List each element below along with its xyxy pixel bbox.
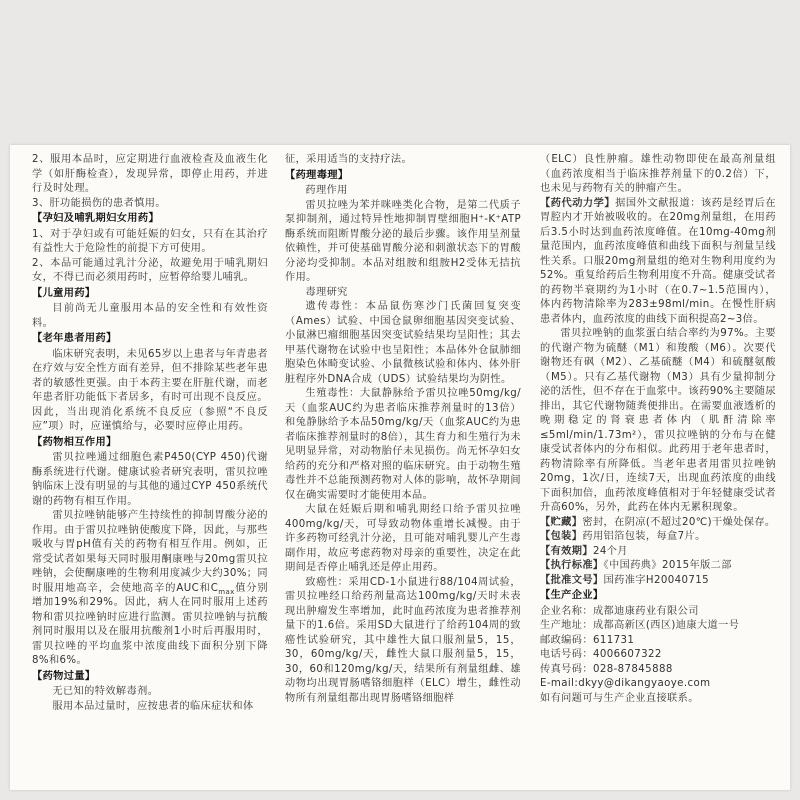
paragraph: 雷贝拉唑钠的血浆蛋白结合率约为97%。主要的代谢产物为硫醚（M1）和羧酸（M6）。次要代谢物还有砜（M2）、乙基硫醚（M4）和硫醚氨酸（M5）。只有乙基代谢物（M3）具有少量抑制分泌的活性，但不存在于血浆中。该药90%主要随尿排出，其它代谢物随粪便排出。在需要血液透析的晚期稳定的肾衰患者体内（肌酐清除率≤5ml/min/1.73m²），雷贝拉唑钠的分布与在健康受试者体内的分布相似。此药用于老年患者时，药物清除率有所降低。当老年患者用雷贝拉唑钠20mg，1次/日，连续7天，出现血药浓度的曲线下面积加倍，血药浓度峰值相对于年轻健康受试者升高60%，另外，此药在体内无累积现象。 — [540, 328, 776, 513]
section-heading-package: 【包装】 — [540, 531, 583, 542]
address-line: 生产地址：成都高新区(西区)迪康大道一号 — [540, 620, 740, 631]
section-heading-interaction: 【药物相互作用】 — [32, 436, 117, 448]
fax-line: 传真号码：028-87845888 — [540, 663, 673, 675]
paragraph: 致癌性：采用CD-1小鼠进行88/104周试验，雷贝拉唑经口给药剂量高达100mg/kg/天时未表现出肿瘤发生率增加，此时血药浓度为患者推荐剂量下的1.6倍。采用SD大鼠进行了给药104周的致癌性试验研究，其中雄性大鼠口服剂量5，15，30，60mg/kg/天，雌性大鼠口服剂量5，15，30，60和120mg/kg/天，结果所有剂量组雌、雄动物均出现胃肠嗜铬细胞样（ELC）增生，雌性动物所有剂量组都出现胃肠嗜铬细胞样 — [285, 576, 521, 704]
package-insert-sheet — [10, 145, 790, 790]
section-heading-elderly: 【老年患者用药】 — [32, 333, 117, 344]
paragraph: 【药代动力学】据国外文献报道：该药是经胃后在胃腔内才开始被吸收的。在20mg剂量组，在用药后3.5小时达到血药浓度峰值。在10mg-40mg剂量范围内，血药浓度峰值和曲线下面积与剂量呈线性关系。口服20mg剂量组的绝对生物利用度约为52%。重复给药后生物利用度不升高。健康受试者的药物半衰期约为1小时（在0.7~1.5范围内），体内药物清除率为283±98ml/min。在慢性肝病患者体内，血药浓度的曲线下面积提高2~3倍。 — [540, 197, 776, 325]
standard-line: 【执行标准】《中国药典》2015年版二部 — [540, 560, 732, 571]
paragraph: 无已知的特效解毒剂。 — [52, 686, 159, 697]
section-heading-overdose: 【药物过量】 — [32, 670, 96, 682]
section-heading-children: 【儿童用药】 — [32, 287, 96, 299]
section-heading-storage: 【贮藏】 — [540, 516, 583, 528]
subheading-toxicity: 毒理研究 — [305, 286, 348, 298]
section-heading-standard: 【执行标准】 — [540, 560, 604, 571]
paragraph: 临床研究表明，未见65岁以上患者与年青患者在疗效与安全性方面有差异，但不排除某些老年患者的敏感性更强。由于本药主要在肝脏代谢，而老年患者肝功能低下者居多，有时可出现不良反应。因此，当出现消化系统不良反应（参照“不良反应”项）时，应谨慎给与，必要时应停止用药。 — [32, 348, 268, 432]
section-heading-pharmacokinetics: 【药代动力学】 — [540, 197, 616, 209]
section-heading-approval: 【批准文号】 — [540, 574, 604, 586]
column-left — [32, 153, 268, 714]
paragraph: 生殖毒性：大鼠静脉给予雷贝拉唑50mg/kg/天（血浆AUC约为患者临床推荐剂量时的13倍）和兔静脉给予本品50mg/kg/天（血浆AUC约为患者临床推荐剂量时的8倍），其生育力和生殖行为未见明显异常，对动物胎仔未见损伤。尚无怀孕妇女给药的充分和严格对照的临床研究。由于动物生殖毒性并不总能预测药物对人体的影响，故怀孕期间仅在确实需要时才能使用本品。 — [285, 388, 521, 501]
paragraph: 遗传毒性：本品鼠伤寒沙门氏菌回复突变（Ames）试验、中国仓鼠卵细胞基因突变试验、小鼠淋巴瘤细胞基因突变试验结果均呈阳性；其去甲基代谢物在试验中也呈阳性；本品体外仓鼠肺细胞染色体畸变试验、小鼠微核试验和体内、体外肝脏程序外DNA合成（UDS）试验结果均为阴性。 — [285, 301, 521, 385]
column-right — [540, 153, 776, 706]
paragraph: 1、对于孕妇或有可能妊娠的妇女，只有在其治疗有益性大于危险性的前提下方可使用。 — [32, 228, 268, 254]
storage-line: 【贮藏】密封，在阴凉(不超过20℃)干燥处保存。 — [540, 516, 776, 528]
package-line: 【包装】药用铝箔包装，每盒7片。 — [540, 531, 706, 542]
contact-note: 如有问题可与生产企业直接联系。 — [540, 692, 699, 704]
validity-line: 【有效期】24个月 — [540, 545, 628, 557]
company-line: 企业名称：成都迪康药业有限公司 — [540, 605, 699, 617]
paragraph: 2、服用本品时，应定期进行血液检查及血液生化学（如肝酶检查），发现异常，即停止用药，并进行及时处理。 — [32, 154, 268, 194]
zip-line: 邮政编码：611731 — [540, 634, 635, 646]
paragraph: 雷贝拉唑钠能够产生持续性的抑制胃酸分泌的作用。由于雷贝拉唑钠使酸度下降，因此，与那些吸收与胃pH值有关的药物有相互作用。例如，正常受试者如果每天同时服用酮康唑与20mg雷贝拉唑钠，会使酮康唑的生物利用度减少大约30%；同时服用地高辛，会使地高辛的AUC和$C_{max}$值分别增加19%和29%。因此，病人在同时服用上述药物和雷贝拉唑钠时应进行监测。雷贝拉唑钠与抗酸剂同时服用以及在服用抗酸剂1小时后再服用时，雷贝拉唑的平均血浆中浓度曲线下面积分别下降8%和6%。 — [32, 510, 268, 666]
paragraph: 雷贝拉唑为苯并咪唑类化合物，是第二代质子泵抑制剂，通过特异性地抑制胃壁细胞H⁺-K⁺ATP酶系统而阻断胃酸分泌的最后步骤。该作用呈剂量依赖性，并可使基础胃酸分泌和刺激状态下的胃酸分泌均受抑制。本品对组胺和组胺H2受体无拮抗作用。 — [285, 199, 521, 283]
paragraph: 征，采用适当的支持疗法。 — [285, 154, 413, 165]
paragraph: 雷贝拉唑通过细胞色素P450(CYP 450)代谢酶系统进行代谢。健康试验者研究表明，雷贝拉唑钠临床上没有明显的与其他的通过CYP 450系统代谢的药物有相互作用。 — [32, 452, 268, 507]
approval-line: 【批准文号】国药准字H20040715 — [540, 574, 709, 586]
paragraph: （ELC）良性肿瘤。雄性动物即使在最高剂量组（血药浓度相当于临床推荐剂量下的0.2倍）下，也未见与药物有关的肿瘤产生。 — [540, 154, 776, 194]
section-heading-toxicology: 【药理毒理】 — [285, 169, 349, 181]
subheading-pharmacology: 药理作用 — [305, 185, 348, 196]
column-middle — [285, 153, 521, 706]
section-heading-manufacturer: 【生产企业】 — [540, 590, 604, 601]
paragraph: 2、本品可能通过乳汁分泌，故避免用于哺乳期妇女，不得已而必须用药时，应暂停给婴儿哺乳。 — [32, 257, 268, 283]
paragraph: 服用本品过量时，应按患者的临床症状和体 — [52, 700, 254, 712]
email-line: E-mail:dkyy@dikangyaoye.com — [540, 678, 711, 689]
section-heading-validity: 【有效期】 — [540, 545, 593, 557]
phone-line: 电话号码：4006607322 — [540, 649, 662, 660]
paragraph: 大鼠在妊娠后期和哺乳期经口给予雷贝拉唑400mg/kg/天，可导致动物体重增长减慢。由于许多药物可经乳汁分泌，且可能对哺乳婴儿产生毒副作用，故应考虑药物对母亲的重要性，决定在此期间是否停止哺乳还是停止用药。 — [285, 504, 521, 573]
section-heading-pregnancy: 【孕妇及哺乳期妇女用药】 — [32, 213, 160, 224]
paragraph: 3、肝功能损伤的患者慎用。 — [32, 197, 166, 209]
paragraph: 目前尚无儿童服用本品的安全性和有效性资料。 — [32, 303, 268, 329]
